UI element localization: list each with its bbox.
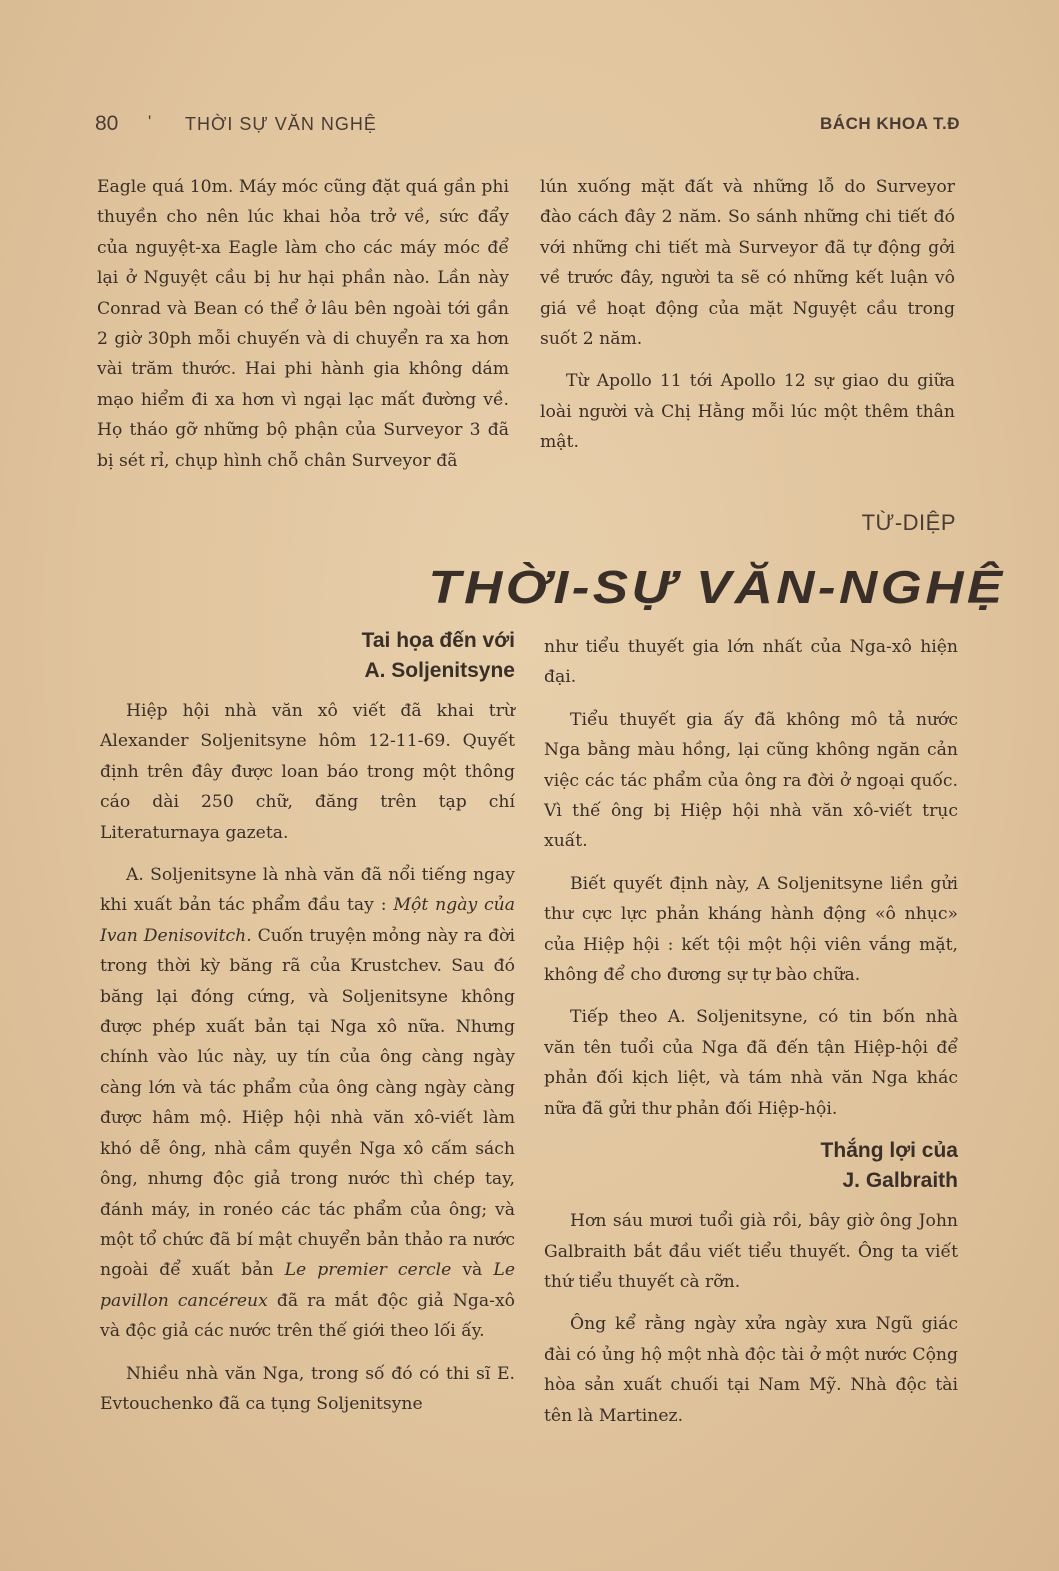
article-title-line: Tai họa đến với <box>361 629 515 652</box>
paragraph: Hiệp hội nhà văn xô viết đã khai trừ Alexander Soljenitsyne hôm 12-11-69. Quyết định trên đây được loan báo trong một thông cáo dài 250 chữ, đăng trên tạp chí Literaturnaya gazeta. <box>100 701 515 843</box>
text-run: và <box>462 1260 483 1281</box>
paragraph: như tiểu thuyết gia lớn nhất của Nga-xô hiện đại. <box>544 637 958 688</box>
magazine-name: BÁCH KHOA T.Đ <box>820 114 960 133</box>
paragraph: Từ Apollo 11 tới Apollo 12 sự giao du giữa loài người và Chị Hằng mỗi lúc một thêm thân mật. <box>540 371 955 453</box>
page-header <box>95 112 960 142</box>
paragraph: Ông kể rằng ngày xửa ngày xưa Ngũ giác đài có ủng hộ một nhà độc tài ở một nước Cộng hòa sản xuất chuối tại Nam Mỹ. Nhà độc tài tên là Martinez. <box>544 1314 958 1426</box>
top-right-column <box>540 172 955 470</box>
section-banner: THỜI-SỰ VĂN-NGHỆ <box>428 561 1006 613</box>
paragraph: Tiểu thuyết gia ấy đã không mô tả nước Nga bằng màu hồng, lại cũng không ngăn cản việc các tác phẩm của ông ra đời ở ngoại quốc. Vì thế ông bị Hiệp hội nhà văn xô-viết trục xuất. <box>544 709 958 852</box>
article-title-line: A. Soljenitsyne <box>364 659 515 682</box>
paragraph: lún xuống mặt đất và những lỗ do Surveyor đào cách đây 2 năm. So sánh những chi tiết đó với những chi tiết mà Surveyor đã tự động gởi về trước đây, người ta sẽ có những kết luận vô giá về hoạt động của mặt Nguyệt cầu trong suốt 2 năm. <box>540 177 955 350</box>
paragraph: Nhiều nhà văn Nga, trong số đó có thi sĩ E. Evtouchenko đã ca tụng Soljenitsyne <box>100 1363 515 1414</box>
text-run: A. Soljenitsyne là nhà văn đã nổi tiếng ngay khi xuất bản tác phẩm đầu tay : <box>100 865 515 916</box>
paragraph: Hơn sáu mươi tuổi già rồi, bây giờ ông John Galbraith bắt đầu viết tiểu thuyết. Ông ta viết thứ tiểu thuyết cà rỡn. <box>544 1211 958 1292</box>
page-number: 80 <box>95 112 119 135</box>
book-title: Le premier cercle <box>284 1260 452 1281</box>
paragraph: Biết quyết định này, A Soljenitsyne liền gửi thư cực lực phản kháng hành động «ô nhục» của Hiệp hội : kết tội một hội viên vắng mặt, không để cho đương sự tự bào chữa. <box>544 873 958 986</box>
bottom-right-column <box>544 632 958 1443</box>
article-title-line: Thắng lợi của <box>820 1139 958 1163</box>
bottom-left-column <box>100 626 515 1431</box>
paragraph <box>100 860 515 1347</box>
article-title-line: J. Galbraith <box>842 1169 958 1193</box>
author-signature: TỪ-DIỆP <box>861 510 956 535</box>
book-title: Một ngày của Ivan Denisovitch. <box>100 895 515 946</box>
article-title <box>544 1136 958 1196</box>
header-separator: ' <box>148 112 152 131</box>
running-section-title: THỜI SỰ VĂN NGHỆ <box>185 114 377 134</box>
paragraph: Eagle quá 10m. Máy móc cũng đặt quá gần phi thuyền cho nên lúc khai hỏa trở về, sức đẩy của nguyệt-xa Eagle làm cho các máy móc để lại ở Nguyệt cầu bị hư hại phần nào. Lần này Conrad và Bean có thể ở lâu bên ngoài tới gần 2 giờ 30ph mỗi chuyến và di chuyển ra xa hơn vài trăm thước. Hai phi hành gia không dám mạo hiểm đi xa hơn vì ngại lạc mất đường về. Họ tháo gỡ những bộ phận của Surveyor 3 đã bị sét rỉ, chụp hình chỗ chân Surveyor đã <box>97 177 509 471</box>
book-title: Le pavillon cancéreux <box>100 1260 515 1311</box>
article-title <box>100 626 515 686</box>
text-run: Cuốn truyện mỏng này ra đời trong thời kỳ băng rã của Krustchev. Sau đó băng lại đóng cứng, và Soljenitsyne không được phép xuất bản tại Nga xô nữa. Nhưng chính vào lúc này, uy tín của ông càng ngày càng lớn và tác phẩm của ông càng ngày càng được hâm mộ. Hiệp hội nhà văn xô-viết làm khó dễ ông, nhà cầm quyền Nga xô cấm sách ông, nhưng độc giả trong nước thì chép tay, đánh máy, in ronéo các tác phẩm của ông; và một tổ chức đã bí mật chuyển bản thảo ra nước ngoài để xuất bản <box>100 925 515 1281</box>
text-run: đã ra mắt độc giả Nga-xô và độc giả các nước trên thế giới theo lối ấy. <box>100 1290 515 1342</box>
top-left-column <box>97 172 509 488</box>
paragraph: Tiếp theo A. Soljenitsyne, có tin bốn nhà văn tên tuổi của Nga đã đến tận Hiệp-hội để phản đối kịch liệt, và tám nhà văn Nga khác nữa đã gửi thư phản đối Hiệp-hội. <box>544 1007 958 1119</box>
